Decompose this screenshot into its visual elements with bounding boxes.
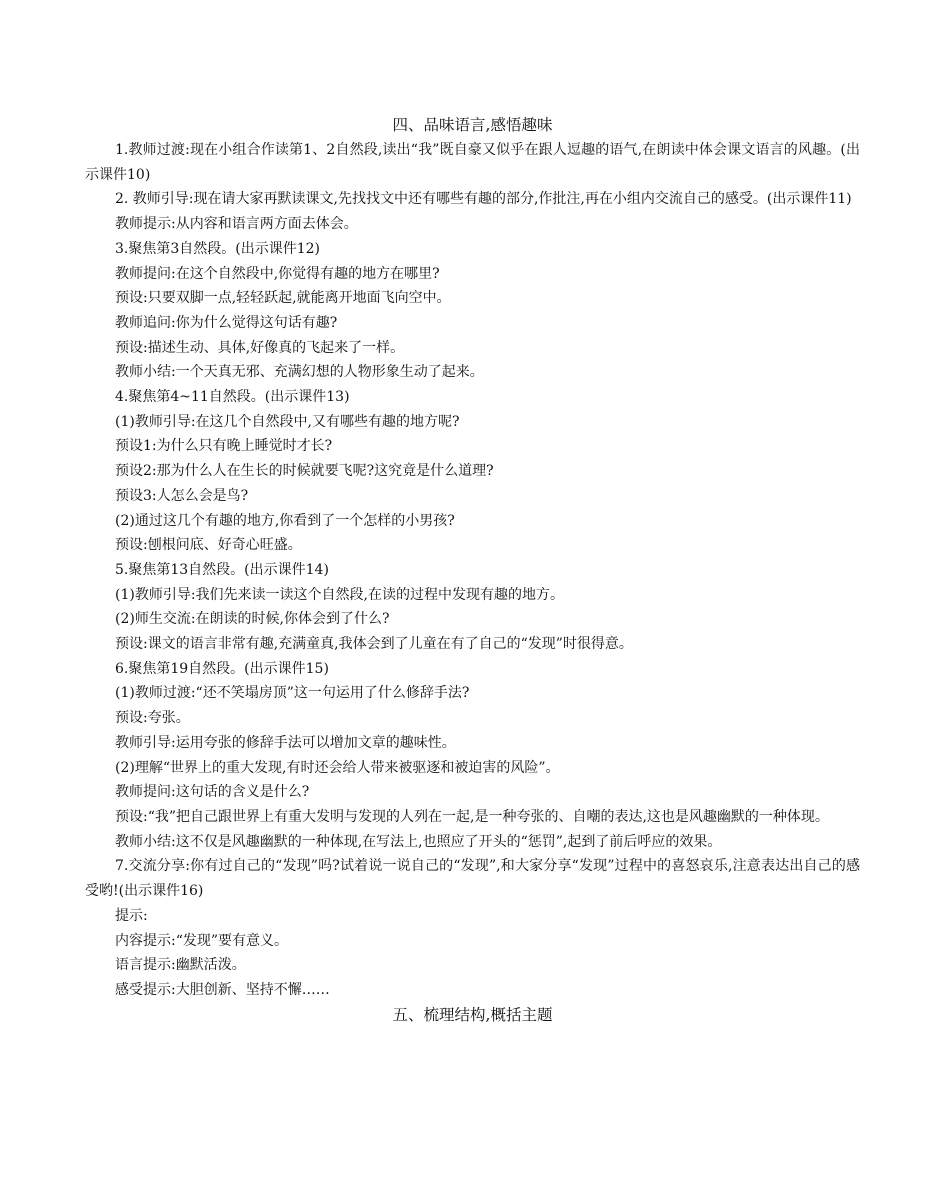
paragraph: (1)教师引导:我们先来读一读这个自然段,在读的过程中发现有趣的地方。 xyxy=(115,586,564,603)
section-heading-4: 四、品味语言,感悟趣味 xyxy=(392,116,553,134)
section-heading-5: 五、梳理结构,概括主题 xyxy=(392,1005,553,1024)
paragraph: 教师小结:这不仅是风趣幽默的一种体现,在写法上,也照应了开头的“惩罚”,起到了前后呼应的效果。 xyxy=(115,833,722,850)
paragraph: 教师提问:这句话的含义是什么? xyxy=(115,784,310,801)
paragraph: 教师小结:一个天真无邪、充满幻想的人物形象生动了起来。 xyxy=(115,364,484,381)
paragraph: 2. 教师引导:现在请大家再默读课文,先找找文中还有哪些有趣的部分,作批注,再在小组内交流自己的感受。(出示课件11) xyxy=(115,191,852,208)
paragraph: (2)通过这几个有趣的地方,你看到了一个怎样的小男孩? xyxy=(115,512,455,529)
paragraph: 提示: xyxy=(115,907,148,924)
document-body xyxy=(85,113,860,1028)
paragraph: 预设:只要双脚一点,轻轻跃起,就能离开地面飞向空中。 xyxy=(115,290,451,307)
paragraph: 3.聚焦第3自然段。(出示课件12) xyxy=(115,240,321,257)
paragraph: 预设1:为什么只有晚上睡觉时才长? xyxy=(115,438,333,455)
paragraph: 感受提示:大胆创新、坚持不懈…… xyxy=(115,981,330,998)
paragraph: (1)教师引导:在这几个自然段中,又有哪些有趣的地方呢? xyxy=(115,413,460,430)
paragraph: 预设:描述生动、具体,好像真的飞起来了一样。 xyxy=(115,339,405,356)
paragraph: 内容提示:“发现”要有意义。 xyxy=(115,932,289,949)
paragraph: 预设2:那为什么人在生长的时候就要飞呢?这究竟是什么道理? xyxy=(115,463,494,480)
paragraph: 预设:“我”把自己跟世界上有重大发明与发现的人列在一起,是一种夸张的、自嘲的表达,这也是风趣幽默的一种体现。 xyxy=(115,808,829,825)
paragraph: (2)师生交流:在朗读的时候,你体会到了什么? xyxy=(115,611,390,628)
paragraph: 5.聚焦第13自然段。(出示课件14) xyxy=(115,561,329,578)
paragraph: 预设:课文的语言非常有趣,充满童真,我体会到了儿童在有了自己的“发现”时很得意。 xyxy=(115,636,633,653)
paragraph: 1.教师过渡:现在小组合作读第1、2自然段,读出“我”既自豪又似乎在跟人逗趣的语气,在朗读中体会课文语言的风趣。(出示课件10) xyxy=(85,142,860,183)
paragraph: (1)教师过渡:“还不笑塌房顶”这一句运用了什么修辞手法? xyxy=(115,685,470,702)
paragraph: 预设:刨根问底、好奇心旺盛。 xyxy=(115,537,302,554)
paragraph: 教师追问:你为什么觉得这句话有趣? xyxy=(115,314,338,331)
paragraph: 教师提示:从内容和语言两方面去体会。 xyxy=(115,216,358,233)
paragraph: 7.交流分享:你有过自己的“发现”吗?试着说一说自己的“发现”,和大家分享“发现”过程中的喜怒哀乐,注意表达出自己的感受哟!(出示课件16) xyxy=(85,858,860,900)
paragraph: 预设3:人怎么会是鸟? xyxy=(115,487,249,504)
paragraph: 4.聚焦第4~11自然段。(出示课件13) xyxy=(115,389,350,406)
paragraph: (2)理解“世界上的重大发现,有时还会给人带来被驱逐和被迫害的风险”。 xyxy=(115,759,560,776)
paragraph: 语言提示:幽默活泼。 xyxy=(115,957,246,974)
paragraph: 教师引导:运用夸张的修辞手法可以增加文章的趣味性。 xyxy=(115,734,456,751)
paragraph: 6.聚焦第19自然段。(出示课件15) xyxy=(115,660,329,677)
paragraph: 教师提问:在这个自然段中,你觉得有趣的地方在哪里? xyxy=(115,265,440,282)
paragraph: 预设:夸张。 xyxy=(115,710,190,727)
